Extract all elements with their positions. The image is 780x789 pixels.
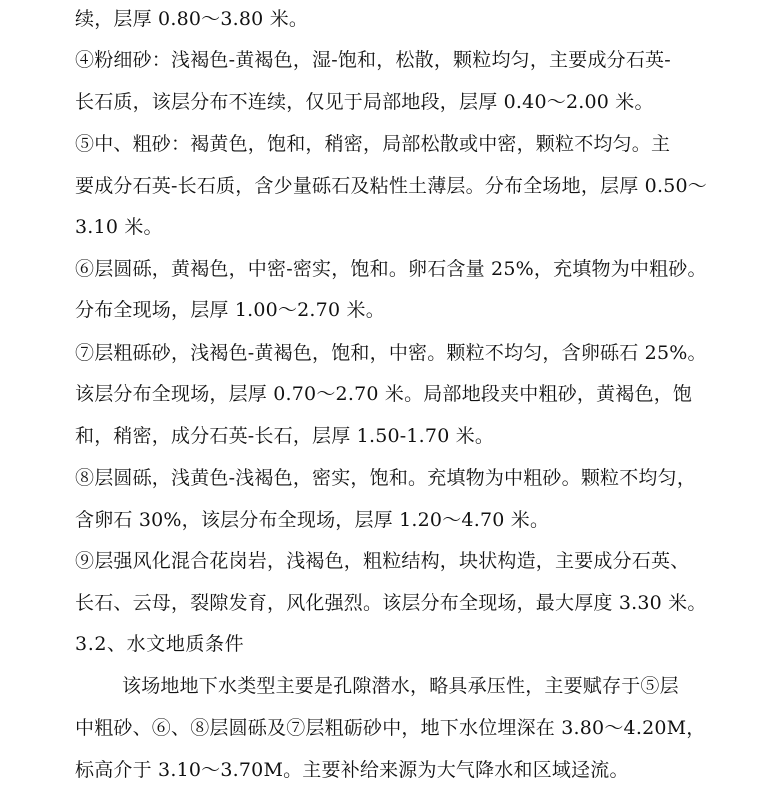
text-line: ⑤中、粗砂：褐黄色，饱和，稍密，局部松散或中密，颗粒不均匀。主 [75,133,671,155]
text-line: 3.10 米。 [75,216,163,238]
text-line: ⑨层强风化混合花岗岩，浅褐色，粗粒结构，块状构造，主要成分石英、 [75,550,690,572]
text-line: ⑧层圆砾，浅黄色-浅褐色，密实，饱和。充填物为中粗砂。颗粒不均匀， [75,467,697,489]
text-line: 中粗砂、⑥、⑧层圆砾及⑦层粗砺砂中，地下水位埋深在 3.80～4.20M， [75,717,706,739]
text-line: 分布全现场，层厚 1.00～2.70 米。 [75,299,385,321]
text-line: ④粉细砂：浅褐色-黄褐色，湿-饱和，松散，颗粒均匀，主要成分石英- [75,49,671,71]
text-line: ⑦层粗砾砂，浅褐色-黄褐色，饱和，中密。颗粒不均匀，含卵砾石 25%。 [75,342,707,364]
text-line: 含卵石 30%，该层分布全现场，层厚 1.20～4.70 米。 [75,509,550,531]
text-line: 长石质，该层分布不连续，仅见于局部地段，层厚 0.40～2.00 米。 [75,91,654,113]
text-line: 续，层厚 0.80～3.80 米。 [75,8,309,30]
text-line: 和，稍密，成分石英-长石，层厚 1.50-1.70 米。 [75,425,495,447]
text-line: ⑥层圆砾，黄褐色，中密-密实，饱和。卵石含量 25%，充填物为中粗砂。 [75,258,707,280]
text-line: 标高介于 3.10～3.70M。主要补给来源为大气降水和区域迳流。 [75,759,629,781]
section-heading: 3.2、水文地质条件 [75,633,245,655]
text-line: 要成分石英-长石质，含少量砾石及粘性土薄层。分布全场地，层厚 0.50～ [75,175,707,197]
text-line: 长石、云母，裂隙发育，风化强烈。该层分布全现场，最大厚度 3.30 米。 [75,592,707,614]
paragraph-first-line: 该场地地下水类型主要是孔隙潜水，略具承压性，主要赋存于⑤层 [122,675,679,697]
text-line: 该层分布全现场，层厚 0.70～2.70 米。局部地段夹中粗砂，黄褐色，饱 [75,383,693,405]
